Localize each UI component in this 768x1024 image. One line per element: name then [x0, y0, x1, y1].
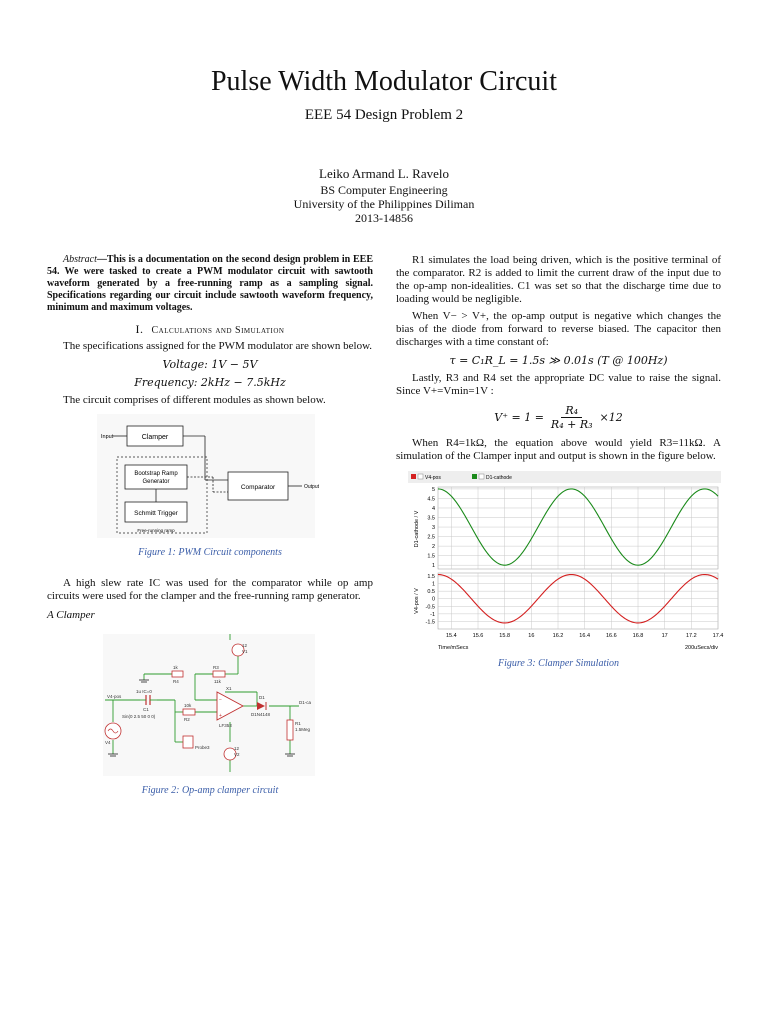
- svg-text:Sin(0 2.5 50 0 0): Sin(0 2.5 50 0 0): [122, 714, 156, 719]
- fig3-ytick-label: 1: [431, 563, 435, 570]
- fig3-xtick-label: 16: [528, 633, 535, 639]
- r3-resistor: [213, 671, 225, 677]
- figure2-clamper-schematic: [47, 630, 373, 780]
- equation-frequency: Frequency: 2kHz − 7.5kHz: [134, 376, 286, 389]
- fig3-ytick-label: 4.5: [427, 496, 435, 503]
- fig1-ramp-line2: Generator: [142, 479, 170, 485]
- svg-text:12: 12: [234, 746, 240, 751]
- fig3-xtick-label: 16.6: [605, 633, 617, 639]
- svg-text:V4-pos: V4-pos: [107, 694, 122, 699]
- right-paragraph-2: When V− > V+, the op-amp output is negative which changes the bias of the diode from forward to reverse biased. The capacitor then discharges with a time constant of:: [396, 310, 721, 348]
- svg-text:+: +: [219, 713, 222, 719]
- eq-vplus-num: R₄: [561, 404, 582, 418]
- fig1-output-label: Output: [304, 484, 320, 490]
- fig3-ylabel-top: D1-cathode / V: [414, 510, 420, 548]
- svg-text:12: 12: [242, 643, 248, 648]
- fig3-ytick-label: -0.5: [425, 604, 435, 611]
- fig3-xtick-label: 15.6: [472, 633, 484, 639]
- equation-tau: τ = C₁R_L = 1.5s ≫ 0.01s (T @ 100Hz): [449, 354, 668, 367]
- abstract-dash: —: [96, 254, 107, 265]
- eq-vplus-lhs: V⁺ = 1 =: [494, 411, 544, 424]
- svg-text:R3: R3: [213, 665, 219, 670]
- fig1-ramp-box: [125, 465, 187, 489]
- fig3-ytick-label: 1.5: [427, 574, 435, 581]
- section-paragraph-2: The circuit comprises of different modules as shown below.: [63, 394, 326, 406]
- right-paragraph-4: When R4=1kΩ, the equation above would yield R3=11kΩ. A simulation of the Clamper input and output is shown in the figure below.: [396, 437, 721, 462]
- section-paragraph-1: The specifications assigned for the PWM modulator are shown below.: [63, 340, 373, 352]
- fig3-ytick-label: 0: [431, 596, 435, 603]
- section-number: I.: [135, 322, 144, 336]
- equation-voltage: Voltage: 1V − 5V: [162, 358, 258, 371]
- subsection-heading: A Clamper: [47, 609, 95, 621]
- svg-text:C1: C1: [143, 707, 149, 712]
- fig3-xtick-label: 17.2: [685, 633, 697, 639]
- fig3-ytick-label: 3: [431, 525, 435, 532]
- svg-text:V1: V1: [242, 649, 248, 654]
- fig1-freerunning-label: Free-running ramp: [137, 528, 175, 533]
- eq-vplus-rhs: ×12: [599, 411, 623, 424]
- figure3-clamper-simulation: [396, 471, 724, 651]
- svg-text:10k: 10k: [184, 703, 192, 708]
- fig3-scale: 200uSecs/div: [684, 645, 718, 651]
- svg-text:V4: V4: [105, 740, 111, 745]
- svg-text:11k: 11k: [214, 679, 221, 684]
- fig3-legend-red: V4-pos: [425, 475, 441, 481]
- figure1-caption: Figure 1: PWM Circuit components: [138, 547, 282, 558]
- fig1-input-label: Input: [101, 434, 114, 440]
- svg-text:−: −: [219, 697, 222, 703]
- fig3-ytick-label: 1.5: [427, 553, 435, 560]
- svg-text:1u IC=0: 1u IC=0: [136, 689, 152, 694]
- figure2-caption: Figure 2: Op-amp clamper circuit: [141, 785, 279, 796]
- fig3-xtick-label: 15.8: [499, 633, 511, 639]
- fig3-xtick-label: 16.8: [632, 633, 644, 639]
- fig3-ytick-label: 2.5: [427, 534, 435, 541]
- right-column: [396, 254, 724, 670]
- fig3-legend-green: D1-cathode: [486, 475, 512, 481]
- svg-text:R4: R4: [173, 679, 179, 684]
- svg-text:V2: V2: [234, 752, 240, 757]
- author-id: 2013-14856: [355, 211, 413, 225]
- probe-symbol: [183, 736, 193, 748]
- svg-text:1.5Meg: 1.5Meg: [295, 727, 311, 732]
- figure3-caption: Figure 3: Clamper Simulation: [497, 658, 619, 669]
- fig3-legend-bar: [408, 471, 721, 483]
- fig3-xtick-label: 16.2: [552, 633, 564, 639]
- fig3-ytick-label: 2: [431, 544, 435, 551]
- section-heading: [47, 323, 373, 337]
- fig3-ytick-label: 4: [431, 505, 435, 512]
- author-program: BS Computer Engineering: [320, 183, 448, 197]
- fig3-xtick-label: 16.4: [579, 633, 591, 639]
- fig3-ytick-label: 5: [431, 486, 435, 493]
- left-column: [47, 254, 373, 797]
- fig3-plot-area-red: [438, 573, 718, 629]
- r4-resistor: [172, 671, 183, 677]
- fig3-xtick-label: 15.4: [445, 633, 457, 639]
- fig1-clamper-label: Clamper: [141, 434, 169, 441]
- svg-text:R2: R2: [184, 717, 190, 722]
- fig3-legend-green-swatch: [472, 474, 477, 479]
- abstract-label: Abstract: [63, 254, 97, 265]
- section-paragraph-3: A high slew rate IC was used for the comparator while op amp circuits were used for the clamper and the free-running ramp generator.: [47, 577, 373, 602]
- author-block: [0, 167, 768, 225]
- svg-text:1k: 1k: [173, 665, 178, 670]
- section-title: Calculations and Simulation: [151, 325, 285, 336]
- fig1-ramp-line1: Bootstrap Ramp: [134, 471, 178, 477]
- paper-title: Pulse Width Modulator Circuit: [210, 66, 557, 97]
- fig3-ytick-label: -1: [430, 611, 435, 618]
- eq-vplus-den: R₄ + R₃: [550, 418, 593, 431]
- abstract: [47, 254, 373, 314]
- fig3-xlabel: Time/mSecs: [438, 645, 469, 651]
- fig1-comparator-label: Comparator: [240, 484, 276, 491]
- svg-text:D1N4148: D1N4148: [251, 712, 271, 717]
- fig3-ytick-label: 0.5: [427, 589, 435, 596]
- equation-vplus: [396, 404, 721, 431]
- svg-text:R1: R1: [295, 721, 301, 726]
- right-paragraph-3: Lastly, R3 and R4 set the appropriate DC value to raise the signal. Since V+=Vmin=1V :: [396, 372, 721, 397]
- svg-text:D1-ca: D1-ca: [299, 700, 312, 705]
- r2-resistor: [183, 709, 195, 715]
- right-paragraph-1: R1 simulates the load being driven, which is the positive terminal of the comparator. R2 is added to limit the current draw of the input due to the op-amp non-idealities. C1 was set so that the discharge time due to loading would be negligible.: [396, 254, 721, 305]
- figure1-block-diagram: [47, 412, 373, 540]
- paper-subtitle: EEE 54 Design Problem 2: [304, 107, 464, 123]
- author-name: Leiko Armand L. Ravelo: [319, 166, 449, 181]
- svg-text:D1: D1: [259, 695, 265, 700]
- fig3-ytick-label: -1.5: [425, 619, 435, 626]
- svg-text:LF353: LF353: [219, 723, 232, 728]
- r1-resistor: [287, 720, 293, 740]
- fig1-schmitt-label: Schmitt Trigger: [134, 510, 178, 517]
- abstract-text: This is a documentation on the second design problem in EEE 54. We were tasked to create a PWM modulator circuit with sawtooth waveform generated by a free-running ramp as a sampling signal. Specifications regarding our circuit include sawtooth waveform frequency, minimum and maximum voltages.: [47, 254, 373, 313]
- fig3-legend-red-swatch: [411, 474, 416, 479]
- fig3-ytick-label: 3.5: [427, 515, 435, 522]
- svg-text:Probe3: Probe3: [195, 745, 210, 750]
- svg-text:X1: X1: [226, 686, 232, 691]
- fig3-ylabel-bottom: V4-pos / V: [414, 588, 420, 614]
- fig3-xtick-label: 17: [661, 633, 668, 639]
- fig3-xtick-label: 17.4: [712, 633, 724, 639]
- fig3-plot-area-green: [438, 487, 718, 569]
- author-university: University of the Philippines Diliman: [293, 197, 475, 211]
- fig3-ytick-label: 1: [431, 581, 435, 588]
